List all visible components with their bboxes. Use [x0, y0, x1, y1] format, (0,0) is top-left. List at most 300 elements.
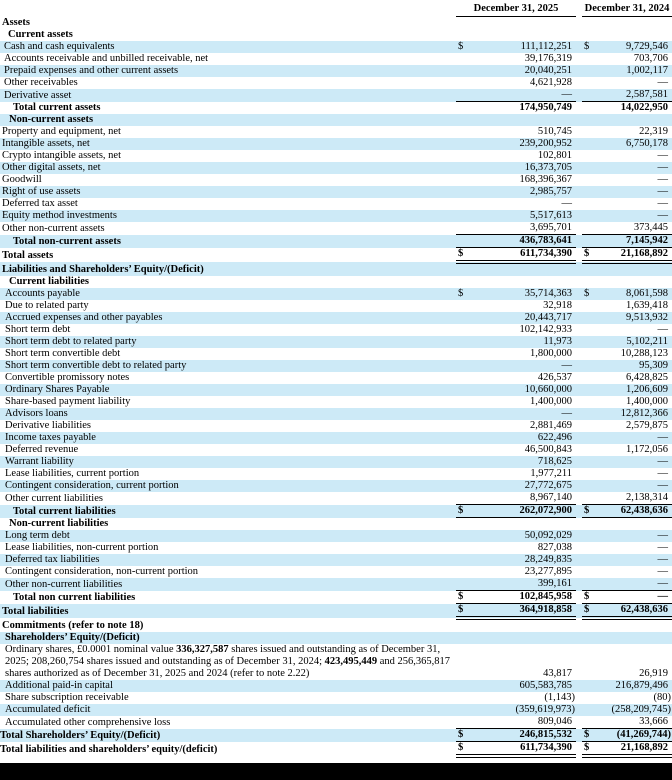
dollar-sign-2024 [582, 235, 596, 248]
label-text: shares issued and outstanding as of December 31, 2025; 208,260,754 shares issued and outstanding as of December 31, 2024; [5, 644, 441, 667]
share-count-bold: 423,495,449 [324, 656, 378, 667]
value-2025: 611,734,390 [470, 742, 576, 757]
row-label: Income taxes payable [5, 432, 96, 443]
row-label: Prepaid expenses and other current assets [4, 65, 179, 76]
dollar-sign-2025 [456, 29, 470, 41]
row-label: Deferred tax asset [2, 198, 78, 209]
dollar-sign-2024 [582, 348, 596, 360]
value-2025: — [561, 408, 572, 419]
table-row [0, 29, 672, 41]
table-row [0, 77, 672, 89]
value-2025: 174,950,749 [519, 102, 572, 113]
dollar-sign-2024 [582, 102, 596, 115]
value-2024 [596, 632, 672, 644]
dollar-sign-2024: $ [584, 288, 590, 299]
table-row [0, 312, 672, 324]
value-2025: 622,496 [537, 432, 572, 443]
row-label: Additional paid-in capital [5, 680, 113, 691]
value-2024: — [657, 456, 668, 467]
dollar-sign-2025 [456, 680, 470, 692]
value-2024 [596, 618, 672, 632]
row-label: Contingent consideration, current portion [5, 480, 179, 491]
row-label: Total assets [2, 250, 54, 261]
dollar-sign-2024: $ [582, 742, 596, 757]
dollar-sign-2025 [456, 432, 470, 444]
dollar-sign-2024 [582, 420, 596, 432]
value-2025: 1,800,000 [530, 348, 572, 359]
dollar-sign-2024 [582, 53, 596, 65]
value-2025: 399,161 [470, 578, 576, 591]
value-2025 [470, 17, 576, 30]
dollar-sign-2024: $ [582, 604, 596, 619]
table-row [0, 53, 672, 65]
table-row [0, 456, 672, 468]
table-row [0, 17, 672, 30]
value-2024: — [657, 198, 668, 209]
dollar-sign-2024 [582, 384, 596, 396]
dollar-sign-2024: $ [582, 591, 596, 604]
table-row [0, 150, 672, 162]
row-label: Crypto intangible assets, net [2, 150, 121, 161]
row-label: Deferred tax liabilities [5, 554, 100, 565]
table-row [0, 432, 672, 444]
row-label: Other current liabilities [5, 492, 103, 504]
dollar-sign-2024 [582, 262, 596, 276]
dollar-sign-2024 [582, 312, 596, 324]
row-label: Other non-current assets [2, 222, 105, 234]
dollar-sign-2024 [582, 65, 596, 77]
value-2024: (80) [653, 692, 671, 703]
value-2025: 3,695,701 [470, 222, 576, 235]
value-2024: 62,438,636 [596, 604, 672, 619]
value-2025: 23,277,895 [524, 566, 572, 577]
dollar-sign-2025 [456, 102, 470, 115]
balance-sheet-rows [0, 17, 672, 757]
value-2024: (41,269,744) [596, 729, 672, 742]
dollar-sign-2025 [456, 492, 470, 505]
value-2024: 21,168,892 [596, 742, 672, 757]
table-row [0, 505, 672, 518]
dollar-sign-2024 [582, 480, 596, 492]
table-row [0, 591, 672, 604]
value-2025: 605,583,785 [519, 680, 572, 691]
value-2025: 102,801 [537, 150, 572, 161]
table-row [0, 235, 672, 248]
dollar-sign-2024 [582, 704, 596, 716]
value-2025: 16,373,705 [524, 162, 572, 173]
row-label: Other non-current liabilities [5, 578, 123, 590]
row-label: Long term debt [5, 530, 70, 541]
dollar-sign-2025 [456, 65, 470, 77]
value-2025 [470, 632, 576, 644]
dollar-sign-2024 [582, 360, 596, 372]
value-2025: — [470, 89, 576, 102]
row-label: Accounts payable [5, 288, 80, 299]
dollar-sign-2024 [582, 186, 596, 198]
value-2025: 1,400,000 [530, 396, 572, 407]
dollar-sign-2025 [456, 704, 470, 716]
table-row [0, 554, 672, 566]
dollar-sign-2025 [456, 210, 470, 222]
dollar-sign-2024 [582, 554, 596, 566]
value-2024: 8,061,598 [626, 288, 668, 299]
row-label: Ordinary Shares Payable [5, 384, 110, 395]
dollar-sign-2025 [456, 480, 470, 492]
value-2024: 1,400,000 [626, 396, 668, 407]
dollar-sign-2024 [582, 578, 596, 591]
row-label: Accumulated other comprehensive loss [5, 716, 171, 728]
value-2024: — [657, 162, 668, 173]
dollar-sign-2025 [456, 53, 470, 65]
dollar-sign-2024 [582, 432, 596, 444]
table-row [0, 162, 672, 174]
value-2024: 216,879,496 [615, 680, 668, 691]
row-label: Shareholders’ Equity/(Deficit) [5, 632, 140, 643]
value-2025: 10,660,000 [524, 384, 572, 395]
value-2024: 14,022,950 [620, 102, 668, 113]
value-2024: — [657, 542, 668, 553]
table-row [0, 604, 672, 619]
row-label: Other digital assets, net [2, 162, 101, 173]
value-2025: (359,619,973) [515, 704, 575, 715]
dollar-sign-2024 [582, 150, 596, 162]
column-header-2025 [456, 0, 576, 17]
value-2024 [596, 114, 672, 126]
table-row [0, 518, 672, 531]
table-row [0, 716, 672, 729]
table-row [0, 324, 672, 336]
value-2024: 9,513,932 [626, 312, 668, 323]
value-2025: 239,200,952 [519, 138, 572, 149]
value-2025: 8,967,140 [470, 492, 576, 505]
value-2024: 33,666 [596, 716, 672, 729]
table-row [0, 578, 672, 591]
value-2024: — [657, 566, 668, 577]
dollar-sign-2024 [582, 114, 596, 126]
dollar-sign-2024 [582, 300, 596, 312]
value-2025: 4,621,928 [530, 77, 572, 88]
value-2024: — [657, 77, 668, 88]
value-2025: 809,046 [470, 716, 576, 729]
table-row [0, 692, 672, 704]
value-2024: 1,639,418 [626, 300, 668, 311]
value-2024: — [657, 530, 668, 541]
value-2024: — [657, 174, 668, 185]
table-row [0, 186, 672, 198]
dollar-sign-2025 [456, 618, 470, 632]
value-2025: 611,734,390 [470, 248, 576, 263]
dollar-sign-2024 [582, 632, 596, 644]
table-row [0, 336, 672, 348]
table-row [0, 444, 672, 456]
dollar-sign-2024 [582, 542, 596, 554]
dollar-sign-2025 [456, 198, 470, 210]
dollar-sign-2025 [456, 300, 470, 312]
value-2025 [470, 618, 576, 632]
value-2024: — [657, 186, 668, 197]
dollar-sign-2025 [456, 138, 470, 150]
table-row [0, 480, 672, 492]
value-2025: (1,143) [544, 692, 575, 703]
dollar-sign-2025 [456, 566, 470, 578]
value-2024: 1,172,056 [626, 444, 668, 455]
value-2024: 12,812,366 [620, 408, 668, 419]
value-2024 [596, 17, 672, 30]
dollar-sign-2024 [582, 210, 596, 222]
dollar-sign-2025 [456, 468, 470, 480]
value-2025: 46,500,843 [524, 444, 572, 455]
dollar-sign-2025 [456, 360, 470, 372]
value-2024: — [657, 468, 668, 479]
value-2025: 5,517,613 [530, 210, 572, 221]
value-2025: 262,072,900 [470, 505, 576, 518]
dollar-sign-2024 [582, 468, 596, 480]
dollar-sign-2025: $ [456, 505, 470, 518]
value-2025: 27,772,675 [524, 480, 572, 491]
dollar-sign-2024 [582, 680, 596, 692]
dollar-sign-2024 [582, 530, 596, 542]
table-row [0, 174, 672, 186]
dollar-sign-2024: $ [582, 248, 596, 263]
dollar-sign-2024 [582, 126, 596, 138]
value-2025: 35,714,363 [524, 288, 572, 299]
row-label: Share subscription receivable [5, 692, 129, 703]
value-2025: — [561, 198, 572, 209]
dollar-sign-2025: $ [456, 604, 470, 619]
value-2025 [470, 518, 576, 531]
value-2024: 2,138,314 [596, 492, 672, 505]
table-row [0, 65, 672, 77]
row-label: Contingent consideration, non-current portion [5, 566, 199, 577]
dollar-sign-2025 [456, 518, 470, 531]
dollar-sign-2024 [582, 222, 596, 235]
column-header-2024 [582, 0, 672, 17]
dollar-sign-2024 [582, 89, 596, 102]
table-row [0, 89, 672, 102]
dollar-sign-2024 [582, 456, 596, 468]
value-2024: 26,919 [639, 668, 668, 679]
value-2025: 1,977,211 [530, 468, 572, 479]
table-row [0, 644, 672, 680]
value-2024: 95,309 [639, 360, 668, 371]
value-2025 [470, 276, 576, 288]
row-label: Warrant liability [5, 456, 74, 467]
row-label: Short term convertible debt to related party [5, 360, 187, 371]
dollar-sign-2025: $ [458, 41, 464, 52]
value-2024: 5,102,211 [626, 336, 668, 347]
table-row [0, 530, 672, 542]
value-2024 [596, 29, 672, 41]
dollar-sign-2024 [582, 566, 596, 578]
table-row [0, 632, 672, 644]
dollar-sign-2025: $ [456, 742, 470, 757]
row-label: Property and equipment, net [2, 126, 121, 137]
dollar-sign-2025 [456, 408, 470, 420]
row-label: Non-current liabilities [9, 518, 109, 529]
dollar-sign-2024 [582, 618, 596, 632]
value-2024: — [596, 591, 672, 604]
table-row [0, 288, 672, 300]
table-row [0, 114, 672, 126]
table-row [0, 729, 672, 742]
header-spacer [0, 0, 456, 17]
dollar-sign-2024 [582, 444, 596, 456]
value-2025: 426,537 [537, 372, 572, 383]
table-row [0, 680, 672, 692]
dollar-sign-2025 [456, 162, 470, 174]
value-2025: 32,918 [543, 300, 572, 311]
dollar-sign-2025 [456, 150, 470, 162]
dollar-sign-2025 [456, 186, 470, 198]
dollar-sign-2024: $ [584, 41, 590, 52]
value-2024: — [657, 432, 668, 443]
table-row [0, 408, 672, 420]
value-2024 [596, 276, 672, 288]
row-label: Right of use assets [2, 186, 81, 197]
value-2025: 20,040,251 [524, 65, 572, 76]
value-2025: 364,918,858 [470, 604, 576, 619]
row-label: Derivative asset [4, 89, 72, 101]
table-row [0, 248, 672, 263]
row-label: Total liabilities and shareholders’ equity/(deficit) [0, 744, 218, 755]
dollar-sign-2024 [582, 77, 596, 89]
value-2024: 1,002,117 [626, 65, 668, 76]
table-row [0, 420, 672, 432]
row-label: Total current liabilities [13, 505, 116, 517]
value-2024: 21,168,892 [596, 248, 672, 263]
value-2025: 39,176,319 [524, 53, 572, 64]
value-2025: 111,112,251 [520, 41, 572, 52]
value-2024: 7,145,942 [596, 235, 672, 248]
value-2025: 2,985,757 [530, 186, 572, 197]
label-text: and 256,365,817 shares authorized as of December 31, 2025 and 2024 (refer to note 2.22) [5, 656, 451, 679]
table-row [0, 372, 672, 384]
dollar-sign-2024 [582, 17, 596, 30]
value-2025: 168,396,367 [519, 174, 572, 185]
dollar-sign-2024 [582, 162, 596, 174]
value-2025: 102,142,933 [519, 324, 572, 335]
value-2024: 2,587,581 [596, 89, 672, 102]
dollar-sign-2025: $ [458, 288, 464, 299]
value-2025: 827,038 [537, 542, 572, 553]
table-row [0, 276, 672, 288]
row-label: Non-current assets [9, 114, 94, 125]
row-label: Accumulated deficit [5, 704, 91, 715]
dollar-sign-2024 [582, 138, 596, 150]
value-2024: — [657, 210, 668, 221]
row-label: Current liabilities [9, 276, 90, 287]
row-label: Short term debt [5, 324, 71, 335]
table-row [0, 492, 672, 505]
dollar-sign-2025 [456, 554, 470, 566]
value-2024: (258,209,745) [611, 704, 671, 715]
dollar-sign-2025 [456, 644, 470, 680]
value-2024: 22,319 [639, 126, 668, 137]
dollar-sign-2025 [456, 396, 470, 408]
dollar-sign-2025 [456, 384, 470, 396]
value-2024: 703,706 [633, 53, 668, 64]
label-text: Ordinary shares, £0.0001 nominal value [5, 644, 177, 655]
dollar-sign-2024 [582, 396, 596, 408]
value-2024 [596, 518, 672, 531]
value-2024: 10,288,123 [620, 348, 668, 359]
dollar-sign-2025: $ [456, 248, 470, 263]
value-2024: 6,750,178 [626, 138, 668, 149]
dollar-sign-2025 [456, 324, 470, 336]
column-header-row [0, 0, 672, 17]
table-row [0, 222, 672, 235]
value-2025: 11,973 [543, 336, 572, 347]
dollar-sign-2025 [456, 542, 470, 554]
table-row [0, 566, 672, 578]
value-2025: 50,092,029 [524, 530, 572, 541]
row-label: Intangible assets, net [2, 138, 90, 149]
dollar-sign-2024: $ [582, 505, 596, 518]
dollar-sign-2025 [456, 262, 470, 276]
value-2024 [596, 262, 672, 276]
dollar-sign-2024 [582, 276, 596, 288]
table-row [0, 618, 672, 632]
bottom-black-bar [0, 763, 672, 780]
dollar-sign-2024 [582, 518, 596, 531]
table-row [0, 41, 672, 53]
dollar-sign-2024 [582, 372, 596, 384]
row-label: Short term convertible debt [5, 348, 121, 359]
table-row [0, 704, 672, 716]
value-2025: 43,817 [543, 668, 572, 679]
value-2024: — [657, 150, 668, 161]
value-2024: 373,445 [596, 222, 672, 235]
dollar-sign-2025: $ [456, 729, 470, 742]
table-row [0, 300, 672, 312]
dollar-sign-2025 [456, 420, 470, 432]
value-2024: — [596, 578, 672, 591]
dollar-sign-2025 [456, 114, 470, 126]
table-row [0, 468, 672, 480]
value-2024: 1,206,609 [626, 384, 668, 395]
value-2025 [470, 114, 576, 126]
dollar-sign-2024 [582, 492, 596, 505]
row-label [0, 644, 456, 680]
value-2025: 718,625 [537, 456, 572, 467]
dollar-sign-2024 [582, 716, 596, 729]
value-2024: — [657, 554, 668, 565]
share-count-bold: 336,327,587 [176, 644, 229, 655]
table-row [0, 384, 672, 396]
table-row [0, 262, 672, 276]
dollar-sign-2024 [582, 29, 596, 41]
value-2025 [470, 262, 576, 276]
row-label: Equity method investments [2, 210, 117, 221]
dollar-sign-2024 [582, 408, 596, 420]
table-row [0, 198, 672, 210]
row-label: Advisors loans [5, 408, 68, 419]
dollar-sign-2025 [456, 456, 470, 468]
value-2024: — [657, 480, 668, 491]
dollar-sign-2024 [582, 324, 596, 336]
dollar-sign-2025 [456, 174, 470, 186]
value-2025 [470, 29, 576, 41]
table-row [0, 742, 672, 757]
value-2025: 436,783,641 [470, 235, 576, 248]
value-2024: 9,729,546 [626, 41, 668, 52]
table-row [0, 126, 672, 138]
table-row [0, 210, 672, 222]
dollar-sign-2025 [456, 126, 470, 138]
row-label: Commitments (refer to note 18) [2, 620, 144, 631]
row-label: Total current assets [13, 102, 101, 113]
row-label: Liabilities and Shareholders’ Equity/(Deficit) [2, 264, 204, 275]
